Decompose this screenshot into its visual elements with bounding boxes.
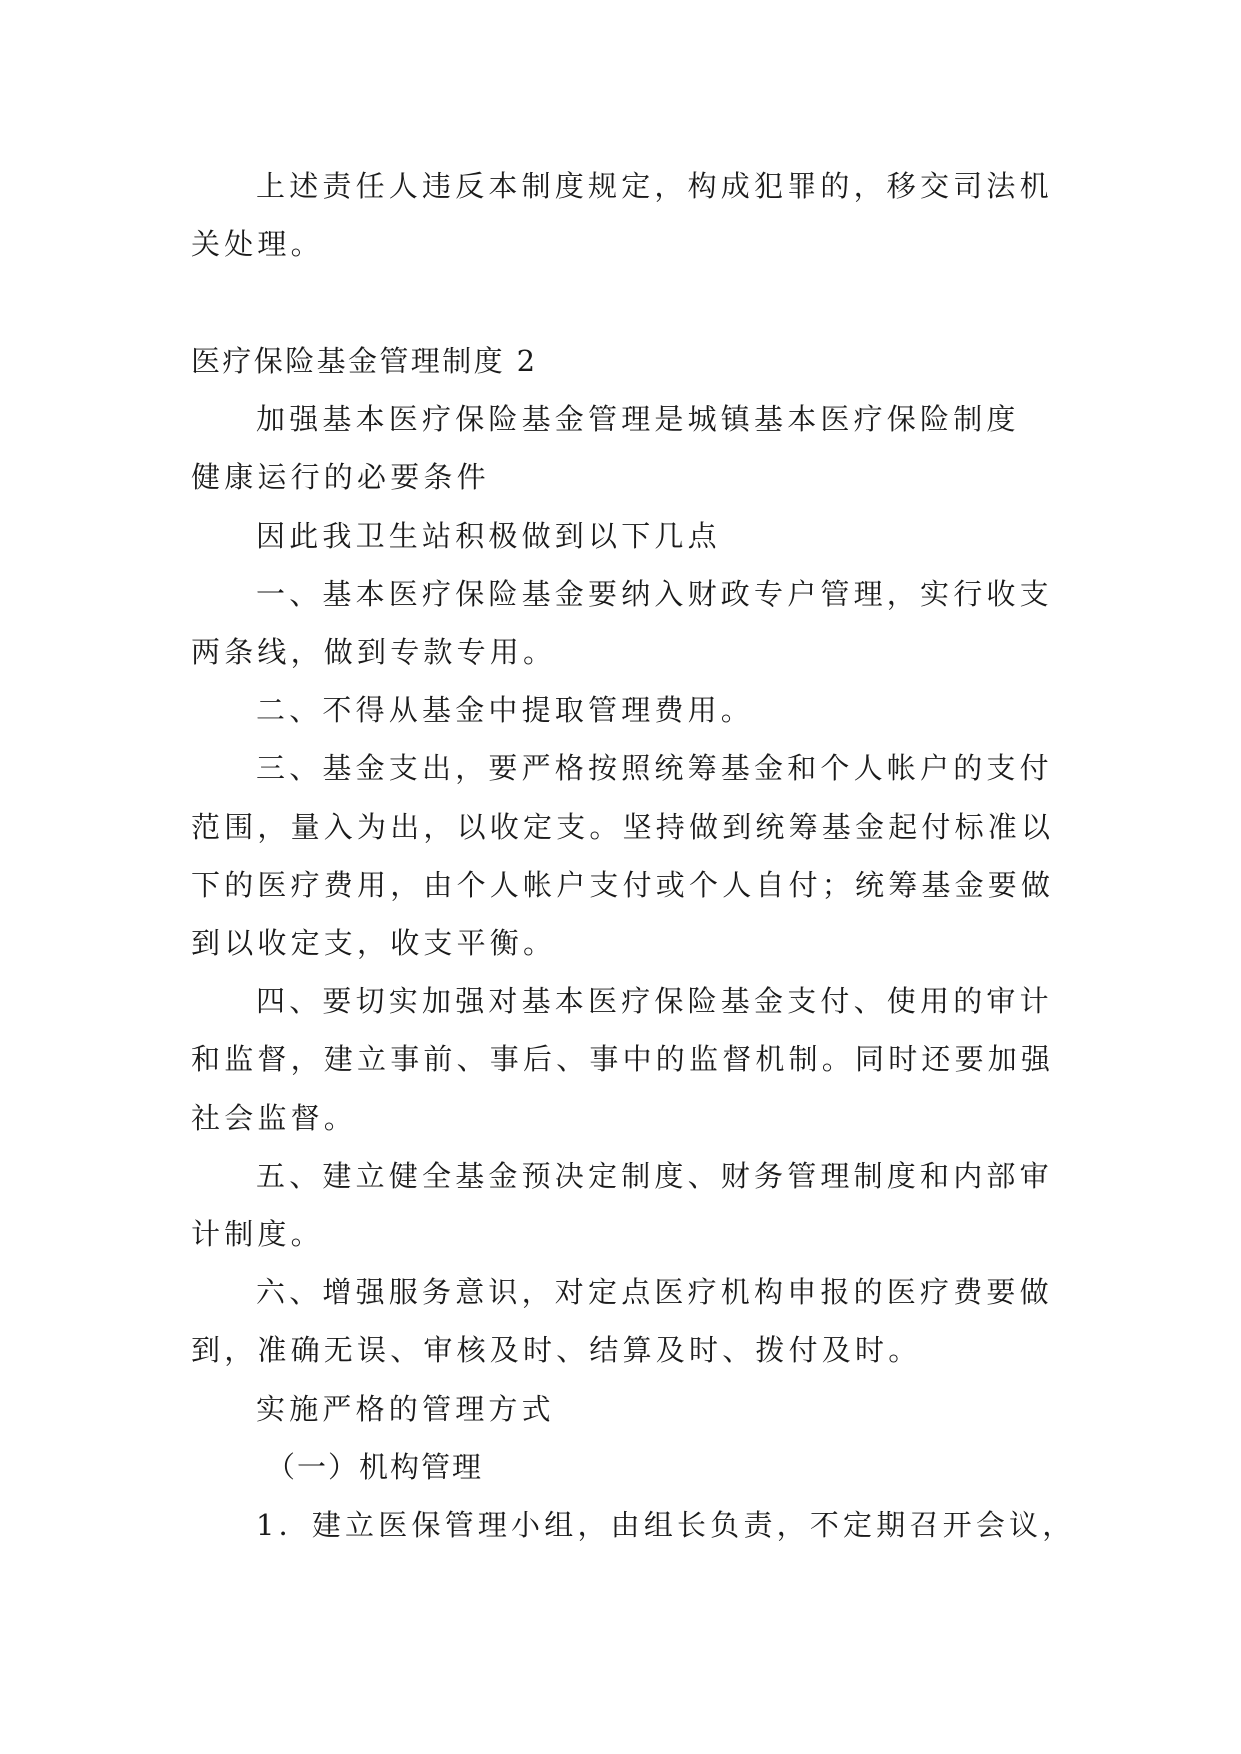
text-line: 上述责任人违反本制度规定，构成犯罪的，移交司法机 [256,169,1053,203]
text-line: 下的医疗费用，由个人帐户支付或个人自付；统筹基金要做 [191,868,1055,902]
subsection-heading: （一）机构管理 [266,1450,484,1484]
text-line: 加强基本医疗保险基金管理是城镇基本医疗保险制度 [256,402,1020,436]
text-line: 1．建立医保管理小组，由组长负责，不定期召开会议， [256,1508,1076,1542]
text-line: 社会监督。 [191,1101,358,1135]
text-line: 实施严格的管理方式 [256,1392,555,1426]
text-line: 六、增强服务意识，对定点医疗机构申报的医疗费要做 [256,1275,1053,1309]
text-line: 关处理。 [191,227,324,261]
text-line: 四、要切实加强对基本医疗保险基金支付、使用的审计 [256,984,1053,1018]
text-line: 两条线，做到专款专用。 [191,635,557,669]
text-line: 健康运行的必要条件 [191,460,490,494]
text-line: 一、基本医疗保险基金要纳入财政专户管理，实行收支 [256,577,1053,611]
text-line: 计制度。 [191,1217,324,1251]
text-line: 范围，量入为出，以收定支。坚持做到统筹基金起付标准以 [191,810,1055,844]
text-line: 三、基金支出，要严格按照统筹基金和个人帐户的支付 [256,751,1053,785]
text-line: 和监督，建立事前、事后、事中的监督机制。同时还要加强 [191,1042,1055,1076]
section-heading: 医疗保险基金管理制度 2 [191,344,538,378]
text-line: 五、建立健全基金预决定制度、财务管理制度和内部审 [256,1159,1053,1193]
text-line: 到，准确无误、审核及时、结算及时、拨付及时。 [191,1333,922,1367]
text-line: 因此我卫生站积极做到以下几点 [256,519,721,553]
text-line: 到以收定支，收支平衡。 [191,926,557,960]
text-line: 二、不得从基金中提取管理费用。 [256,693,755,727]
